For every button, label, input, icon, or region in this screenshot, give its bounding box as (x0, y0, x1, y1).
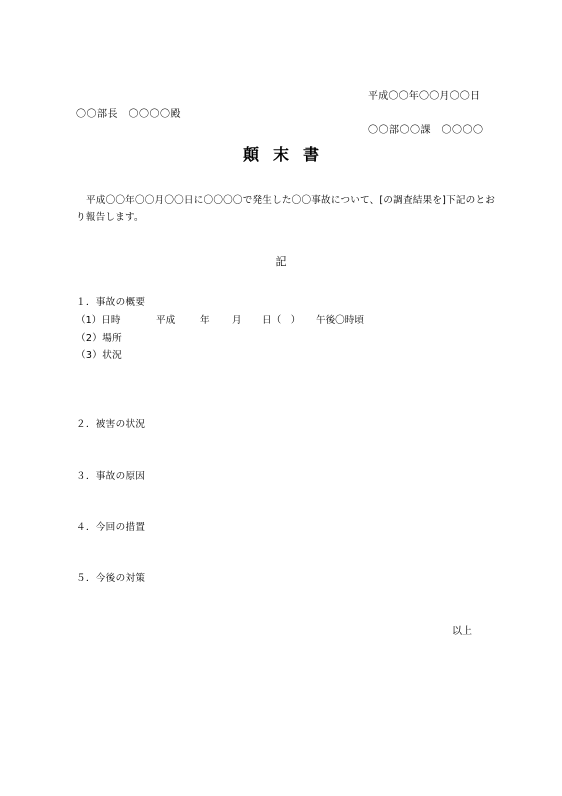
status-label: （3）状況 (76, 350, 122, 361)
month-label: 月 (232, 315, 242, 326)
section-4-heading: ４．今回の措置 (76, 522, 146, 533)
place-label: （2）場所 (76, 333, 122, 344)
year-label: 年 (200, 315, 210, 326)
section-3-heading: ３．事故の原因 (76, 471, 146, 482)
closing-text: 以上 (452, 626, 472, 637)
section-5-heading: ５．今後の対策 (76, 573, 146, 584)
sender: 〇〇部〇〇課 〇〇〇〇 (368, 125, 484, 136)
day-label: 日（ ） (262, 315, 301, 326)
recipient: 〇〇部長 〇〇〇〇殿 (76, 109, 181, 120)
section-1-heading: １．事故の概要 (76, 297, 146, 308)
document-title: 顛末書 (242, 145, 333, 164)
section-2-heading: ２．被害の状況 (76, 419, 146, 430)
time-label: 午後〇時頃 (316, 315, 364, 326)
body-paragraph: 平成〇〇年〇〇月〇〇日に〇〇〇〇で発生した〇〇事故について、[の調査結果を]下記のとおり報告します。 (76, 195, 496, 223)
ki-heading: 記 (275, 255, 287, 268)
era-label: 平成 (156, 315, 176, 326)
document-date: 平成〇〇年〇〇月〇〇日 (368, 91, 481, 102)
datetime-label: （1）日時 (76, 315, 121, 326)
